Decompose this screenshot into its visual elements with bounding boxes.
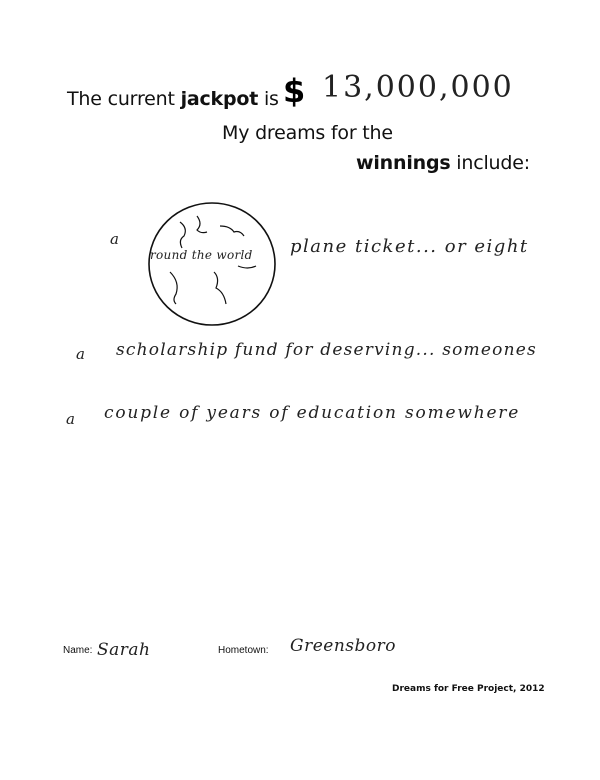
hometown-label: Hometown: bbox=[218, 645, 269, 656]
dream-2-article: a bbox=[76, 345, 87, 363]
dream-3-text: couple of years of education somewhere bbox=[104, 403, 521, 423]
globe-outline bbox=[149, 203, 275, 325]
jackpot-prefix: The current bbox=[67, 88, 181, 110]
dollar-sign: $ bbox=[283, 72, 306, 110]
jackpot-suffix: is bbox=[258, 88, 279, 110]
dream-2-text: scholarship fund for deserving... someones bbox=[116, 340, 537, 360]
name-value: Sarah bbox=[97, 640, 151, 660]
dreams-subheading bbox=[356, 152, 530, 174]
jackpot-label bbox=[67, 88, 279, 110]
continent-2 bbox=[197, 216, 207, 233]
name-label: Name: bbox=[63, 645, 93, 656]
jackpot-word: jackpot bbox=[180, 88, 259, 110]
globe-caption: round the world bbox=[150, 248, 253, 262]
continent-4 bbox=[170, 272, 177, 304]
hometown-value: Greensboro bbox=[290, 636, 396, 656]
dreams-heading: My dreams for the bbox=[222, 122, 393, 144]
dream-1-article: a bbox=[110, 230, 121, 248]
winnings-word: winnings bbox=[356, 152, 451, 174]
dream-1-text: plane ticket... or eight bbox=[290, 236, 529, 257]
continent-6 bbox=[238, 266, 256, 268]
jackpot-amount: 13,000,000 bbox=[322, 70, 514, 105]
continent-1 bbox=[180, 222, 185, 248]
dream-3-article: a bbox=[66, 410, 77, 428]
continent-3 bbox=[220, 226, 244, 236]
include-text: include: bbox=[450, 152, 530, 174]
continent-5 bbox=[214, 272, 226, 304]
globe-drawing bbox=[142, 200, 282, 330]
project-credit: Dreams for Free Project, 2012 bbox=[392, 684, 545, 694]
